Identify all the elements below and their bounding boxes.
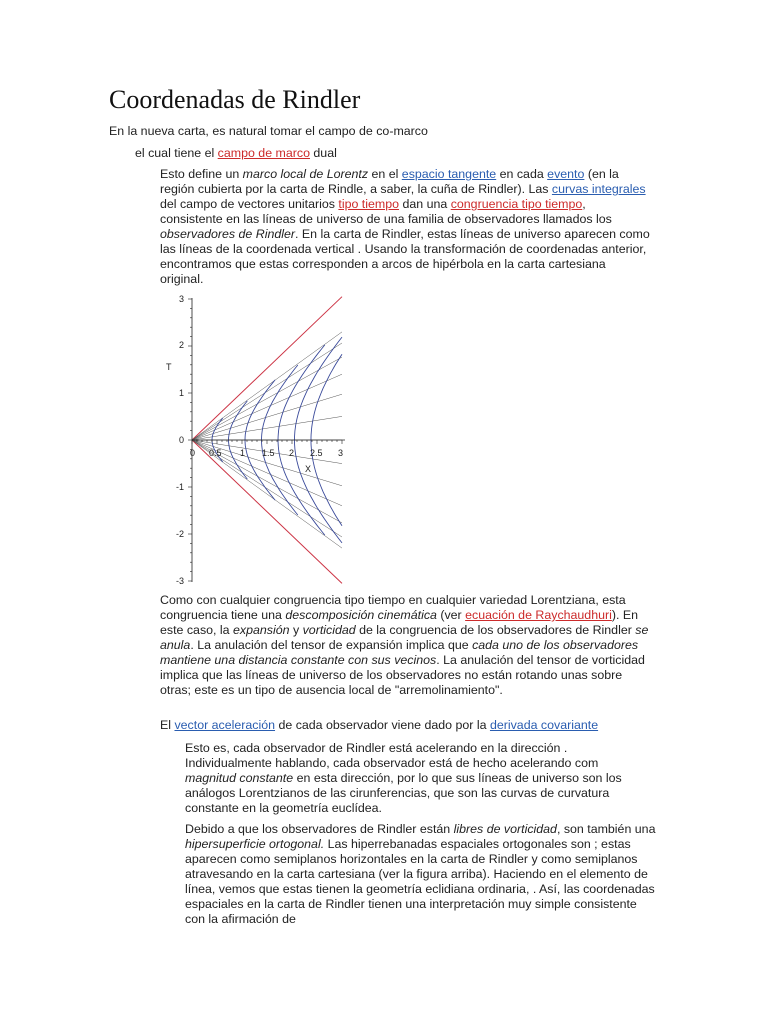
dual-paragraph (135, 146, 655, 161)
radial-line (192, 440, 342, 486)
emphasis: descomposición cinemática (285, 608, 437, 622)
emphasis: cada uno de los observadores mantiene una distancia constante con sus vecinos (160, 638, 639, 667)
text: , son también una (556, 822, 656, 836)
text: del campo de vectores unitarios (160, 197, 339, 211)
radial-line (192, 343, 342, 440)
x-tick-label: 1.5 (262, 448, 275, 458)
text: de la congruencia de los observadores de Rindler (355, 623, 636, 637)
emphasis: observadores de Rindler (160, 227, 295, 241)
emphasis: expansión (233, 623, 290, 637)
curvas-integrales-link[interactable]: curvas integrales (551, 182, 646, 196)
ecuacion-raychaudhuri-link[interactable]: ecuación de Raychaudhuri (465, 608, 612, 622)
paragraph-hypersurface (185, 822, 657, 927)
campo-de-marco-link[interactable]: campo de marco (217, 146, 310, 160)
x-tick-label: 0 (190, 448, 196, 458)
x-tick-label: 2 (289, 448, 295, 458)
y-tick-label: 3 (178, 294, 184, 304)
text: El (160, 718, 175, 732)
text: en cada (496, 167, 548, 181)
emphasis: vorticidad (302, 623, 356, 637)
intro-paragraph: En la nueva carta, es natural tomar el campo de co-marco (109, 124, 428, 138)
radial-line (192, 332, 342, 440)
y-tick-label: -3 (175, 576, 184, 586)
derivada-covariante-link[interactable]: derivada covariante (489, 718, 599, 732)
dual-text-after: dual (309, 146, 337, 160)
y-axis-label: T (166, 362, 172, 372)
text: dan una (399, 197, 451, 211)
rindler-figure (160, 290, 360, 590)
text: , consistente en las líneas de universo de una familia de observadores llamados los (160, 197, 612, 226)
x-axis-label: X (305, 464, 312, 474)
congruencia-tipo-tiempo-link[interactable]: congruencia tipo tiempo (450, 197, 583, 211)
text: Debido a que los observadores de Rindler están (185, 822, 454, 836)
paragraph-constant-acceleration (185, 741, 650, 816)
evento-link[interactable]: evento (547, 167, 585, 181)
emphasis: libres de vorticidad (453, 822, 557, 836)
emphasis: hipersuperficie ortogonal. (185, 837, 325, 851)
text: . La anulación del tensor de expansión implica que (190, 638, 473, 652)
emphasis: marco local de Lorentz (242, 167, 369, 181)
x-tick-label: 3 (338, 448, 344, 458)
x-tick-label: 0.5 (209, 448, 222, 458)
y-tick-label: 0 (178, 435, 184, 445)
text: en el (368, 167, 402, 181)
text: y (289, 623, 303, 637)
tipo-tiempo-link[interactable]: tipo tiempo (338, 197, 400, 211)
emphasis: magnitud constante (185, 771, 294, 785)
text: Como con cualquier congruencia tipo tiempo en cualquier variedad Lorentziana, esta congruencia tiene una (160, 593, 626, 622)
text: ). En este caso, la (160, 608, 639, 637)
y-tick-label: -2 (175, 529, 184, 539)
text: (ver (436, 608, 466, 622)
radial-line (192, 416, 342, 440)
x-tick-label: 2.5 (310, 448, 323, 458)
y-tick-marks (188, 299, 192, 581)
text: Esto define un (160, 167, 243, 181)
vector-aceleracion-link[interactable]: vector aceleración (174, 718, 276, 732)
espacio-tangente-link[interactable]: espacio tangente (401, 167, 497, 181)
text: (en la región cubierta por la carta de Rindle, a saber, la cuña de Rindler). Las (160, 167, 619, 196)
text: en esta dirección, por lo que sus líneas de universo son los análogos Lorentzianos de las cirunferencias, que son las curvas de curvatura constante en la geometría euclídea. (185, 771, 622, 815)
y-tick-label: -1 (175, 482, 184, 492)
paragraph-acceleration (160, 718, 660, 733)
paragraph-kinematic-decomposition (160, 593, 650, 698)
dual-text-before: el cual tiene el (135, 146, 218, 160)
text: . La anulación del tensor de vorticidad implica que las líneas de universo de los observadores no están rotando unas sobre otras; este es un tipo de ausencia local de "arremolinamiento". (160, 653, 645, 697)
radial-line (192, 394, 342, 440)
text: Esto es, cada observador de Rindler está acelerando en la dirección . Individualmente hablando, cada observador está de hecho acelerando com (185, 741, 599, 770)
text: de cada observador viene dado por la (275, 718, 490, 732)
page-title: Coordenadas de Rindler (109, 85, 361, 114)
emphasis: se anula (160, 623, 649, 652)
text: Las hiperrebanadas espaciales ortogonales son ; estas aparecen como semiplanos horizontales en la carta de Rindler y como semiplanos atravesando en la carta cartesiana (ver la figura arriba). Haciendo en el elemento de línea, vemos que estas tienen la geometría eclidiana ordinaria, . Así, las coordenadas espaciales en la carta de Rindler tienen una interpretación muy simple consistente con la afirmación de (185, 837, 655, 926)
text: . En la carta de Rindler, estas líneas de universo aparecen como las líneas de la coordenada vertical . Usando la transformación de coordenadas anterior, encontramos que estas corresponden a arcos de hipérbola en la carta cartesiana original. (160, 227, 650, 286)
y-tick-label: 1 (178, 388, 184, 398)
y-tick-label: 2 (178, 340, 184, 350)
x-tick-label: 1 (240, 448, 246, 458)
paragraph-rindler-observers (160, 167, 650, 287)
